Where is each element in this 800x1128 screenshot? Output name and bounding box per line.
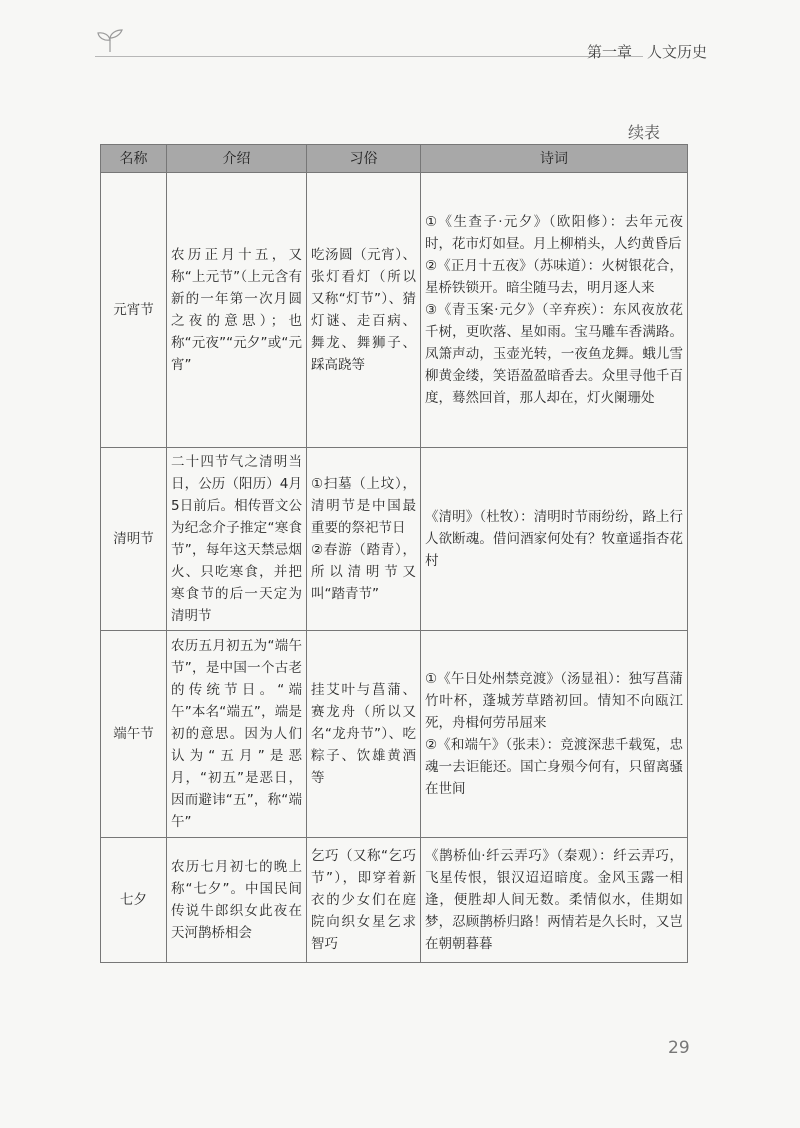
table-row <box>101 448 688 631</box>
table-row <box>101 631 688 838</box>
column-header-poems: 诗词 <box>421 145 688 173</box>
table-row <box>101 173 688 448</box>
header-rule <box>95 56 643 57</box>
table-row <box>101 838 688 963</box>
festival-intro: 二十四节气之清明当日，公历（阳历）4月5日前后。相传晋文公为纪念介子推定“寒食节”，每年这天禁忌烟火、只吃寒食，并把寒食节的后一天定为清明节 <box>167 448 307 631</box>
festival-customs: ①扫墓（上坟），清明节是中国最重要的祭祀节日 ②春游（踏青），所以清明节又叫“踏青节” <box>307 448 421 631</box>
column-header-name: 名称 <box>101 145 167 173</box>
column-header-customs: 习俗 <box>307 145 421 173</box>
festival-name: 清明节 <box>101 448 167 631</box>
sprout-icon <box>95 28 125 54</box>
festival-name: 七夕 <box>101 838 167 963</box>
festival-intro: 农历七月初七的晚上称“七夕”。中国民间传说牛郎织女此夜在天河鹊桥相会 <box>167 838 307 963</box>
festival-customs: 乞巧（又称“乞巧节”），即穿着新衣的少女们在庭院向织女星乞求智巧 <box>307 838 421 963</box>
page-number: 29 <box>668 1038 690 1058</box>
chapter-title: 第一章 人文历史 <box>587 43 708 61</box>
festival-poems: ①《生查子·元夕》（欧阳修）：去年元夜时，花市灯如昼。月上柳梢头，人约黄昏后 ②《正月十五夜》（苏味道）：火树银花合，星桥铁锁开。暗尘随马去，明月逐人来 ③《青玉案·元夕》（辛弃疾）：东风夜放花千树，更吹落、星如雨。宝马雕车香满路。凤箫声动，玉壶光转，一夜鱼龙舞。蛾儿雪柳黄金缕，笑语盈盈暗香去。众里寻他千百度，蓦然回首，那人却在，灯火阑珊处 <box>421 173 688 448</box>
festival-table <box>100 144 688 963</box>
festival-poems: ①《午日处州禁竞渡》（汤显祖）：独写菖蒲竹叶杯，蓬城芳草踏初回。情知不向瓯江死，舟楫何劳吊屈来 ②《和端午》（张耒）：竞渡深悲千载冤，忠魂一去讵能还。国亡身殒今何有，只留离骚在世间 <box>421 631 688 838</box>
festival-name: 元宵节 <box>101 173 167 448</box>
continued-label: 续表 <box>628 123 661 142</box>
festival-intro: 农历正月十五，又称“上元节”（上元含有新的一年第一次月圆之夜的意思）；也称“元夜”“元夕”或“元宵” <box>167 173 307 448</box>
festival-intro: 农历五月初五为“端午节”，是中国一个古老的传统节日。“端午”本名“端五”，端是初的意思。因为人们认为“五月”是恶月，“初五”是恶日，因而避讳“五”，称“端午” <box>167 631 307 838</box>
table-header-row <box>101 145 688 173</box>
festival-customs: 吃汤圆（元宵）、张灯看灯（所以又称“灯节”）、猜灯谜、走百病、舞龙、舞狮子、踩高跷等 <box>307 173 421 448</box>
festival-poems: 《清明》（杜牧）：清明时节雨纷纷，路上行人欲断魂。借问酒家何处有？牧童遥指杏花村 <box>421 448 688 631</box>
page-header <box>95 28 708 68</box>
column-header-intro: 介绍 <box>167 145 307 173</box>
festival-poems: 《鹊桥仙·纤云弄巧》（秦观）：纤云弄巧，飞星传恨，银汉迢迢暗度。金风玉露一相逢，便胜却人间无数。柔情似水，佳期如梦，忍顾鹊桥归路！两情若是久长时，又岂在朝朝暮暮 <box>421 838 688 963</box>
festival-name: 端午节 <box>101 631 167 838</box>
festival-customs: 挂艾叶与菖蒲、赛龙舟（所以又名“龙舟节”）、吃粽子、饮雄黄酒等 <box>307 631 421 838</box>
